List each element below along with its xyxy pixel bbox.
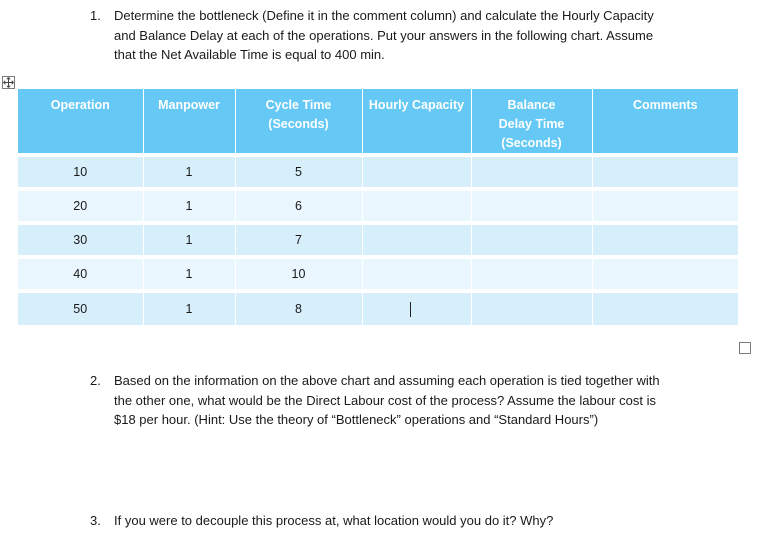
operations-table bbox=[18, 89, 738, 325]
table-row bbox=[18, 189, 738, 223]
text-cursor bbox=[410, 302, 411, 317]
cell-operation[interactable]: 20 bbox=[18, 189, 143, 223]
cell-comments[interactable] bbox=[592, 223, 738, 257]
question-1-text[interactable]: Determine the bottleneck (Define it in the comment column) and calculate the Hourly Capacity and Balance Delay at each of the operations. Put your answers in the following chart. Assume that the Net Available Time is equal to 400 min. bbox=[114, 8, 654, 62]
cell-operation[interactable]: 30 bbox=[18, 223, 143, 257]
table-resize-handle-icon[interactable] bbox=[739, 342, 751, 354]
table-move-handle-icon[interactable] bbox=[2, 76, 15, 89]
question-2-number: 2. bbox=[90, 373, 101, 388]
table-row bbox=[18, 155, 738, 189]
cell-comments[interactable] bbox=[592, 257, 738, 291]
cell-manpower[interactable]: 1 bbox=[143, 155, 235, 189]
cell-operation[interactable]: 40 bbox=[18, 257, 143, 291]
table-row bbox=[18, 223, 738, 257]
cell-balance-delay[interactable] bbox=[471, 189, 592, 223]
table-header-row bbox=[18, 89, 738, 155]
header-manpower[interactable]: Manpower bbox=[143, 89, 235, 155]
cell-hourly-capacity[interactable] bbox=[362, 223, 471, 257]
cell-cycle-time[interactable]: 5 bbox=[235, 155, 362, 189]
cell-cycle-time[interactable]: 7 bbox=[235, 223, 362, 257]
cell-comments[interactable] bbox=[592, 291, 738, 325]
cell-operation[interactable]: 50 bbox=[18, 291, 143, 325]
cell-comments[interactable] bbox=[592, 155, 738, 189]
cell-balance-delay[interactable] bbox=[471, 155, 592, 189]
table-row bbox=[18, 257, 738, 291]
cell-balance-delay[interactable] bbox=[471, 291, 592, 325]
cell-manpower[interactable]: 1 bbox=[143, 223, 235, 257]
cell-hourly-capacity[interactable] bbox=[362, 189, 471, 223]
header-cycle-time[interactable]: Cycle Time (Seconds) bbox=[235, 89, 362, 155]
question-1-number: 1. bbox=[90, 8, 101, 23]
cell-manpower[interactable]: 1 bbox=[143, 257, 235, 291]
table-row bbox=[18, 291, 738, 325]
question-3-text[interactable]: If you were to decouple this process at, what location would you do it? Why? bbox=[114, 513, 554, 528]
cell-hourly-capacity-active[interactable] bbox=[362, 291, 471, 325]
header-balance-delay[interactable]: Balance Delay Time (Seconds) bbox=[471, 89, 592, 155]
cell-balance-delay[interactable] bbox=[471, 223, 592, 257]
cell-comments[interactable] bbox=[592, 189, 738, 223]
cell-hourly-capacity[interactable] bbox=[362, 155, 471, 189]
cell-hourly-capacity[interactable] bbox=[362, 257, 471, 291]
cell-cycle-time[interactable]: 10 bbox=[235, 257, 362, 291]
cell-manpower[interactable]: 1 bbox=[143, 291, 235, 325]
header-hourly-capacity[interactable]: Hourly Capacity bbox=[362, 89, 471, 155]
cell-manpower[interactable]: 1 bbox=[143, 189, 235, 223]
cell-cycle-time[interactable]: 8 bbox=[235, 291, 362, 325]
cell-cycle-time[interactable]: 6 bbox=[235, 189, 362, 223]
question-2-text[interactable]: Based on the information on the above chart and assuming each operation is tied together with the other one, what would be the Direct Labour cost of the process? Assume the labour cost is $18 per hour. (Hint: Use the theory of “Bottleneck” operations and “Standard Hours”) bbox=[114, 373, 660, 427]
question-3-number: 3. bbox=[90, 513, 101, 528]
cell-operation[interactable]: 10 bbox=[18, 155, 143, 189]
header-operation[interactable]: Operation bbox=[18, 89, 143, 155]
cell-balance-delay[interactable] bbox=[471, 257, 592, 291]
header-comments[interactable]: Comments bbox=[592, 89, 738, 155]
